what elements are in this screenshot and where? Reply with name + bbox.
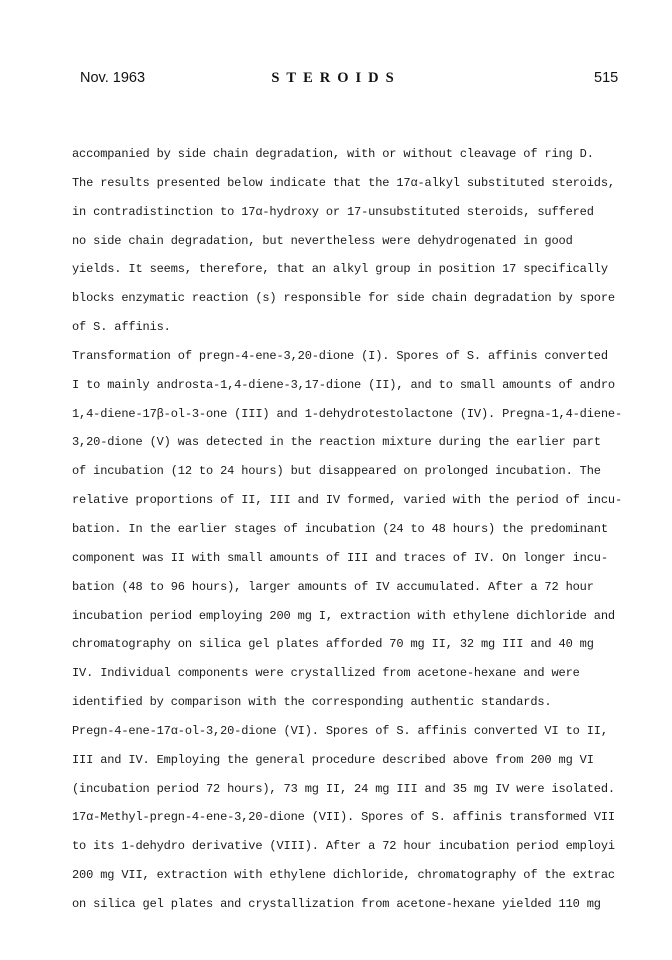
text-line: 200 mg VII, extraction with ethylene dichloride, chromatography of the extrac	[72, 868, 615, 883]
text-line: in contradistinction to 17α-hydroxy or 17-unsubstituted steroids, suffered	[72, 204, 594, 219]
text-line: accompanied by side chain degradation, with or without cleavage of ring D.	[72, 147, 594, 161]
section-heading-line: 17α-Methyl-pregn-4-ene-3,20-dione (VII). Spores of S. affinis transformed VII	[72, 810, 615, 825]
text-line: relative proportions of II, III and IV formed, varied with the period of incu-	[72, 493, 622, 508]
text-line: (incubation period 72 hours), 73 mg II, 24 mg III and 35 mg IV were isolated.	[72, 781, 615, 796]
section-heading-line: Pregn-4-ene-17α-ol-3,20-dione (VI). Spores of S. affinis converted VI to II,	[72, 723, 608, 738]
text-line: III and IV. Employing the general procedure described above from 200 mg VI	[72, 752, 594, 767]
text-line: The results presented below indicate that the 17α-alkyl substituted steroids,	[72, 175, 615, 190]
header-journal-title: STEROIDS	[271, 70, 401, 86]
text-line: on silica gel plates and crystallization from acetone-hexane yielded 110 mg	[72, 896, 601, 911]
text-line: blocks enzymatic reaction (s) responsible for side chain degradation by spore	[72, 291, 615, 306]
header-date: Nov. 1963	[80, 70, 146, 86]
text-line: yields. It seems, therefore, that an alkyl group in position 17 specifically	[72, 262, 608, 277]
text-line: no side chain degradation, but nevertheless were dehydrogenated in good	[72, 233, 573, 248]
text-line: 3,20-dione (V) was detected in the reaction mixture during the earlier part	[72, 435, 601, 450]
text-line: of S. affinis.	[72, 320, 171, 335]
header-page-number: 515	[594, 70, 619, 86]
section-heading-line: Transformation of pregn-4-ene-3,20-dione (I). Spores of S. affinis converted	[72, 348, 608, 363]
text-line: I to mainly androsta-1,4-diene-3,17-dione (II), and to small amounts of andro	[72, 377, 615, 392]
article-body	[72, 140, 632, 919]
text-line: of incubation (12 to 24 hours) but disappeared on prolonged incubation. The	[72, 464, 601, 479]
text-line: 1,4-diene-17β-ol-3-one (III) and 1-dehydrotestolactone (IV). Pregna-1,4-diene-	[72, 406, 622, 421]
text-line: component was II with small amounts of III and traces of IV. On longer incu-	[72, 550, 608, 565]
text-line: chromatography on silica gel plates afforded 70 mg II, 32 mg III and 40 mg	[72, 637, 594, 652]
text-line: bation (48 to 96 hours), larger amounts of IV accumulated. After a 72 hour	[72, 579, 594, 594]
text-line: identified by comparison with the corresponding authentic standards.	[72, 695, 552, 710]
text-line: bation. In the earlier stages of incubation (24 to 48 hours) the predominant	[72, 521, 608, 536]
text-line: incubation period employing 200 mg I, extraction with ethylene dichloride and	[72, 608, 615, 623]
text-line: to its 1-dehydro derivative (VIII). After a 72 hour incubation period employi	[72, 839, 615, 854]
text-line: IV. Individual components were crystallized from acetone-hexane and were	[72, 666, 580, 681]
